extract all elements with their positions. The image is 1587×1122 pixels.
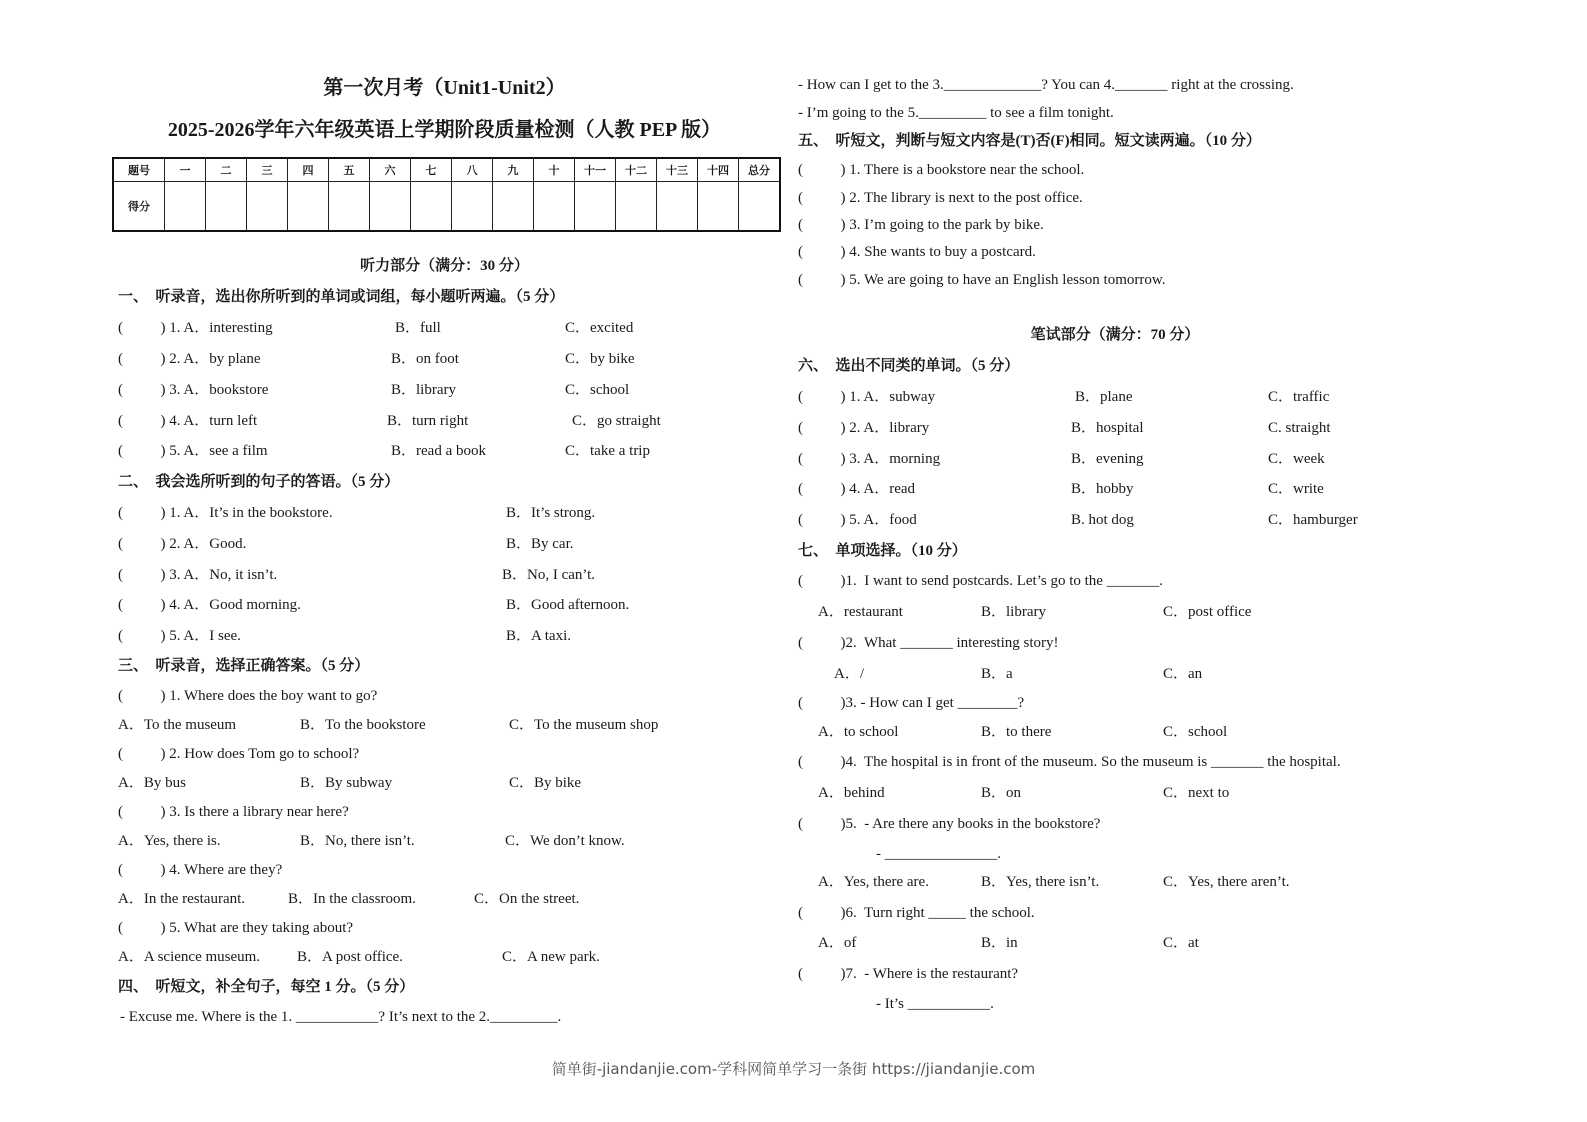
option-b: B．to there [981,724,1052,740]
option-b: B．turn right [387,413,469,429]
option-c: C．an [1163,666,1203,682]
option-c: C．To the museum shop [509,717,659,733]
option-b: B．A taxi. [506,628,572,644]
option-b: B. hot dog [1071,512,1134,528]
score-table-score-row [113,182,780,232]
col-9: 九 [493,158,534,182]
col-8: 八 [452,158,493,182]
col-11: 十一 [575,158,616,182]
option-a: A．By bus [118,775,186,791]
option-a: A．Yes, there are. [818,874,929,890]
option-c: C. straight [1268,420,1331,436]
true-false-item: ( ) 4. She wants to buy a postcard. [798,244,1036,260]
option-c: C．school [565,382,630,398]
option-c: C．By bike [509,775,582,791]
section2-heading: 二、 我会选所听到的句子的答语。（5 分） [118,474,400,490]
item-stem: ( ) 5. A．I see. [118,628,241,644]
option-a: A．Yes, there is. [118,833,221,849]
option-a: A．In the restaurant. [118,891,246,907]
question: ( )1. I want to send postcards. Let’s go to the _______. [798,573,1163,589]
option-b: B．By car. [506,536,574,552]
col-13: 十三 [657,158,698,182]
footer-watermark: 简单街-jiandanjie.com-学科网简单学习一条街 https://jiandanjie.com [551,1060,1036,1078]
option-b: B．a [981,666,1013,682]
fill-blank-line[interactable]: - How can I get to the 3._____________? You can 4._______ right at the crossing. [798,77,1294,93]
option-b: B．library [981,604,1046,620]
question: ( ) 5. What are they taking about? [118,920,354,936]
option-c: C．post office [1163,604,1252,620]
item-stem: ( ) 3. A．bookstore [118,382,269,398]
option-a: A．of [818,935,857,951]
score-cell[interactable] [698,182,739,232]
score-cell[interactable] [370,182,411,232]
option-b: B．library [391,382,456,398]
question: ( )6. Turn right _____ the school. [798,905,1035,921]
option-c: C．go straight [572,413,661,429]
item-stem: ( ) 4. A．Good morning. [118,597,301,613]
score-cell[interactable] [616,182,657,232]
item-stem: ( ) 1. A．subway [798,389,936,405]
section4-heading: 四、 听短文，补全句子，每空 1 分。（5 分） [118,979,415,995]
option-c: C．We don’t know. [505,833,625,849]
option-c: C．traffic [1268,389,1330,405]
option-c: C．next to [1163,785,1230,801]
score-cell[interactable] [411,182,452,232]
col-6: 六 [370,158,411,182]
section3-heading: 三、 听录音，选择正确答案。（5 分） [118,658,370,674]
option-b: B．Good afternoon. [506,597,630,613]
item-stem: ( ) 1. A．It’s in the bookstore. [118,505,333,521]
item-stem: ( ) 3. A．morning [798,451,941,467]
option-b: B．By subway [300,775,393,791]
option-c: C．Yes, there aren’t. [1163,874,1290,890]
option-b: B．hospital [1071,420,1144,436]
col-total: 总分 [739,158,781,182]
option-c: C．take a trip [565,443,650,459]
score-cell[interactable] [493,182,534,232]
option-c: C．week [1268,451,1325,467]
col-7: 七 [411,158,452,182]
section1-heading: 一、 听录音，选出你所听到的单词或词组，每小题听两遍。（5 分） [118,289,565,305]
fill-blank-line[interactable]: - I’m going to the 5._________ to see a film tonight. [798,105,1114,121]
option-b: B．Yes, there isn’t. [981,874,1100,890]
option-b: B．evening [1071,451,1144,467]
option-b: B．plane [1075,389,1133,405]
col-1: 一 [165,158,206,182]
score-cell[interactable] [575,182,616,232]
exam-title: 第一次月考（Unit1-Unit2） [323,77,566,99]
option-a: A．restaurant [818,604,903,620]
score-cell[interactable] [206,182,247,232]
writing-part-title: 笔试部分（满分：70 分） [1030,327,1200,343]
col-2: 二 [206,158,247,182]
option-b: B．in [981,935,1018,951]
question: ( )5. - Are there any books in the bookstore? [798,816,1101,832]
option-c: C．hamburger [1268,512,1358,528]
question: ( ) 3. Is there a library near here? [118,804,349,820]
option-b: B．on [981,785,1022,801]
row-label-score: 得分 [113,182,165,232]
section5-heading: 五、 听短文，判断与短文内容是(T)否(F)相同。短文读两遍。（10 分） [798,133,1261,149]
score-cell[interactable] [534,182,575,232]
true-false-item: ( ) 3. I’m going to the park by bike. [798,217,1044,233]
option-b: B．full [395,320,441,336]
col-12: 十二 [616,158,657,182]
option-b: B．It’s strong. [506,505,596,521]
exam-subtitle: 2025-2026学年六年级英语上学期阶段质量检测（人教 PEP 版） [167,119,722,141]
score-cell[interactable] [329,182,370,232]
fill-blank-line[interactable]: - Excuse me. Where is the 1. ___________? It’s next to the 2._________. [120,1009,562,1025]
score-cell[interactable] [288,182,329,232]
score-cell[interactable] [657,182,698,232]
question: ( ) 1. Where does the boy want to go? [118,688,378,704]
score-cell[interactable] [247,182,288,232]
option-b: B．To the bookstore [300,717,426,733]
score-cell[interactable] [165,182,206,232]
option-c: C．On the street. [474,891,580,907]
option-a: A．behind [818,785,885,801]
true-false-item: ( ) 1. There is a bookstore near the school. [798,162,1085,178]
option-b: B．In the classroom. [288,891,416,907]
question: ( ) 4. Where are they? [118,862,283,878]
col-14: 十四 [698,158,739,182]
option-c: C．by bike [565,351,635,367]
option-a: A．to school [818,724,899,740]
option-c: C．write [1268,481,1324,497]
score-cell[interactable] [452,182,493,232]
option-a: A．To the museum [118,717,237,733]
score-cell-total[interactable] [739,182,781,232]
question: ( )4. The hospital is in front of the museum. So the museum is _______ the hospital. [798,754,1341,770]
option-a: A．A science museum. [118,949,261,965]
question: ( )3. - How can I get ________? [798,695,1025,711]
score-table-header-row [113,158,780,182]
answer-blank[interactable]: - It’s ___________. [876,996,994,1012]
option-c: C．excited [565,320,634,336]
item-stem: ( ) 2. A．library [798,420,930,436]
row-label-question-number: 题号 [113,158,165,182]
option-b: B．No, there isn’t. [300,833,415,849]
question: ( ) 2. How does Tom go to school? [118,746,360,762]
col-5: 五 [329,158,370,182]
true-false-item: ( ) 5. We are going to have an English lesson tomorrow. [798,272,1166,288]
item-stem: ( ) 5. A．food [798,512,917,528]
option-b: B．A post office. [297,949,403,965]
question: ( )2. What _______ interesting story! [798,635,1059,651]
col-4: 四 [288,158,329,182]
item-stem: ( ) 2. A．Good. [118,536,247,552]
score-table [112,157,781,232]
item-stem: ( ) 3. A．No, it isn’t. [118,567,278,583]
listening-part-title: 听力部分（满分：30 分） [360,258,529,274]
answer-blank[interactable]: - _______________. [876,846,1001,862]
question: ( )7. - Where is the restaurant? [798,966,1019,982]
section6-heading: 六、 选出不同类的单词。（5 分） [798,358,1020,374]
item-stem: ( ) 2. A．by plane [118,351,261,367]
section7-heading: 七、 单项选择。（10 分） [798,543,967,559]
option-c: C．A new park. [502,949,600,965]
option-a: A．/ [834,666,865,682]
true-false-item: ( ) 2. The library is next to the post office. [798,190,1083,206]
item-stem: ( ) 5. A．see a film [118,443,268,459]
option-c: C．school [1163,724,1228,740]
option-b: B．No, I can’t. [502,567,596,583]
item-stem: ( ) 4. A．turn left [118,413,258,429]
item-stem: ( ) 1. A．interesting [118,320,273,336]
item-stem: ( ) 4. A．read [798,481,916,497]
option-b: B．hobby [1071,481,1134,497]
option-c: C．at [1163,935,1199,951]
col-10: 十 [534,158,575,182]
option-b: B．read a book [391,443,486,459]
option-b: B．on foot [391,351,459,367]
col-3: 三 [247,158,288,182]
